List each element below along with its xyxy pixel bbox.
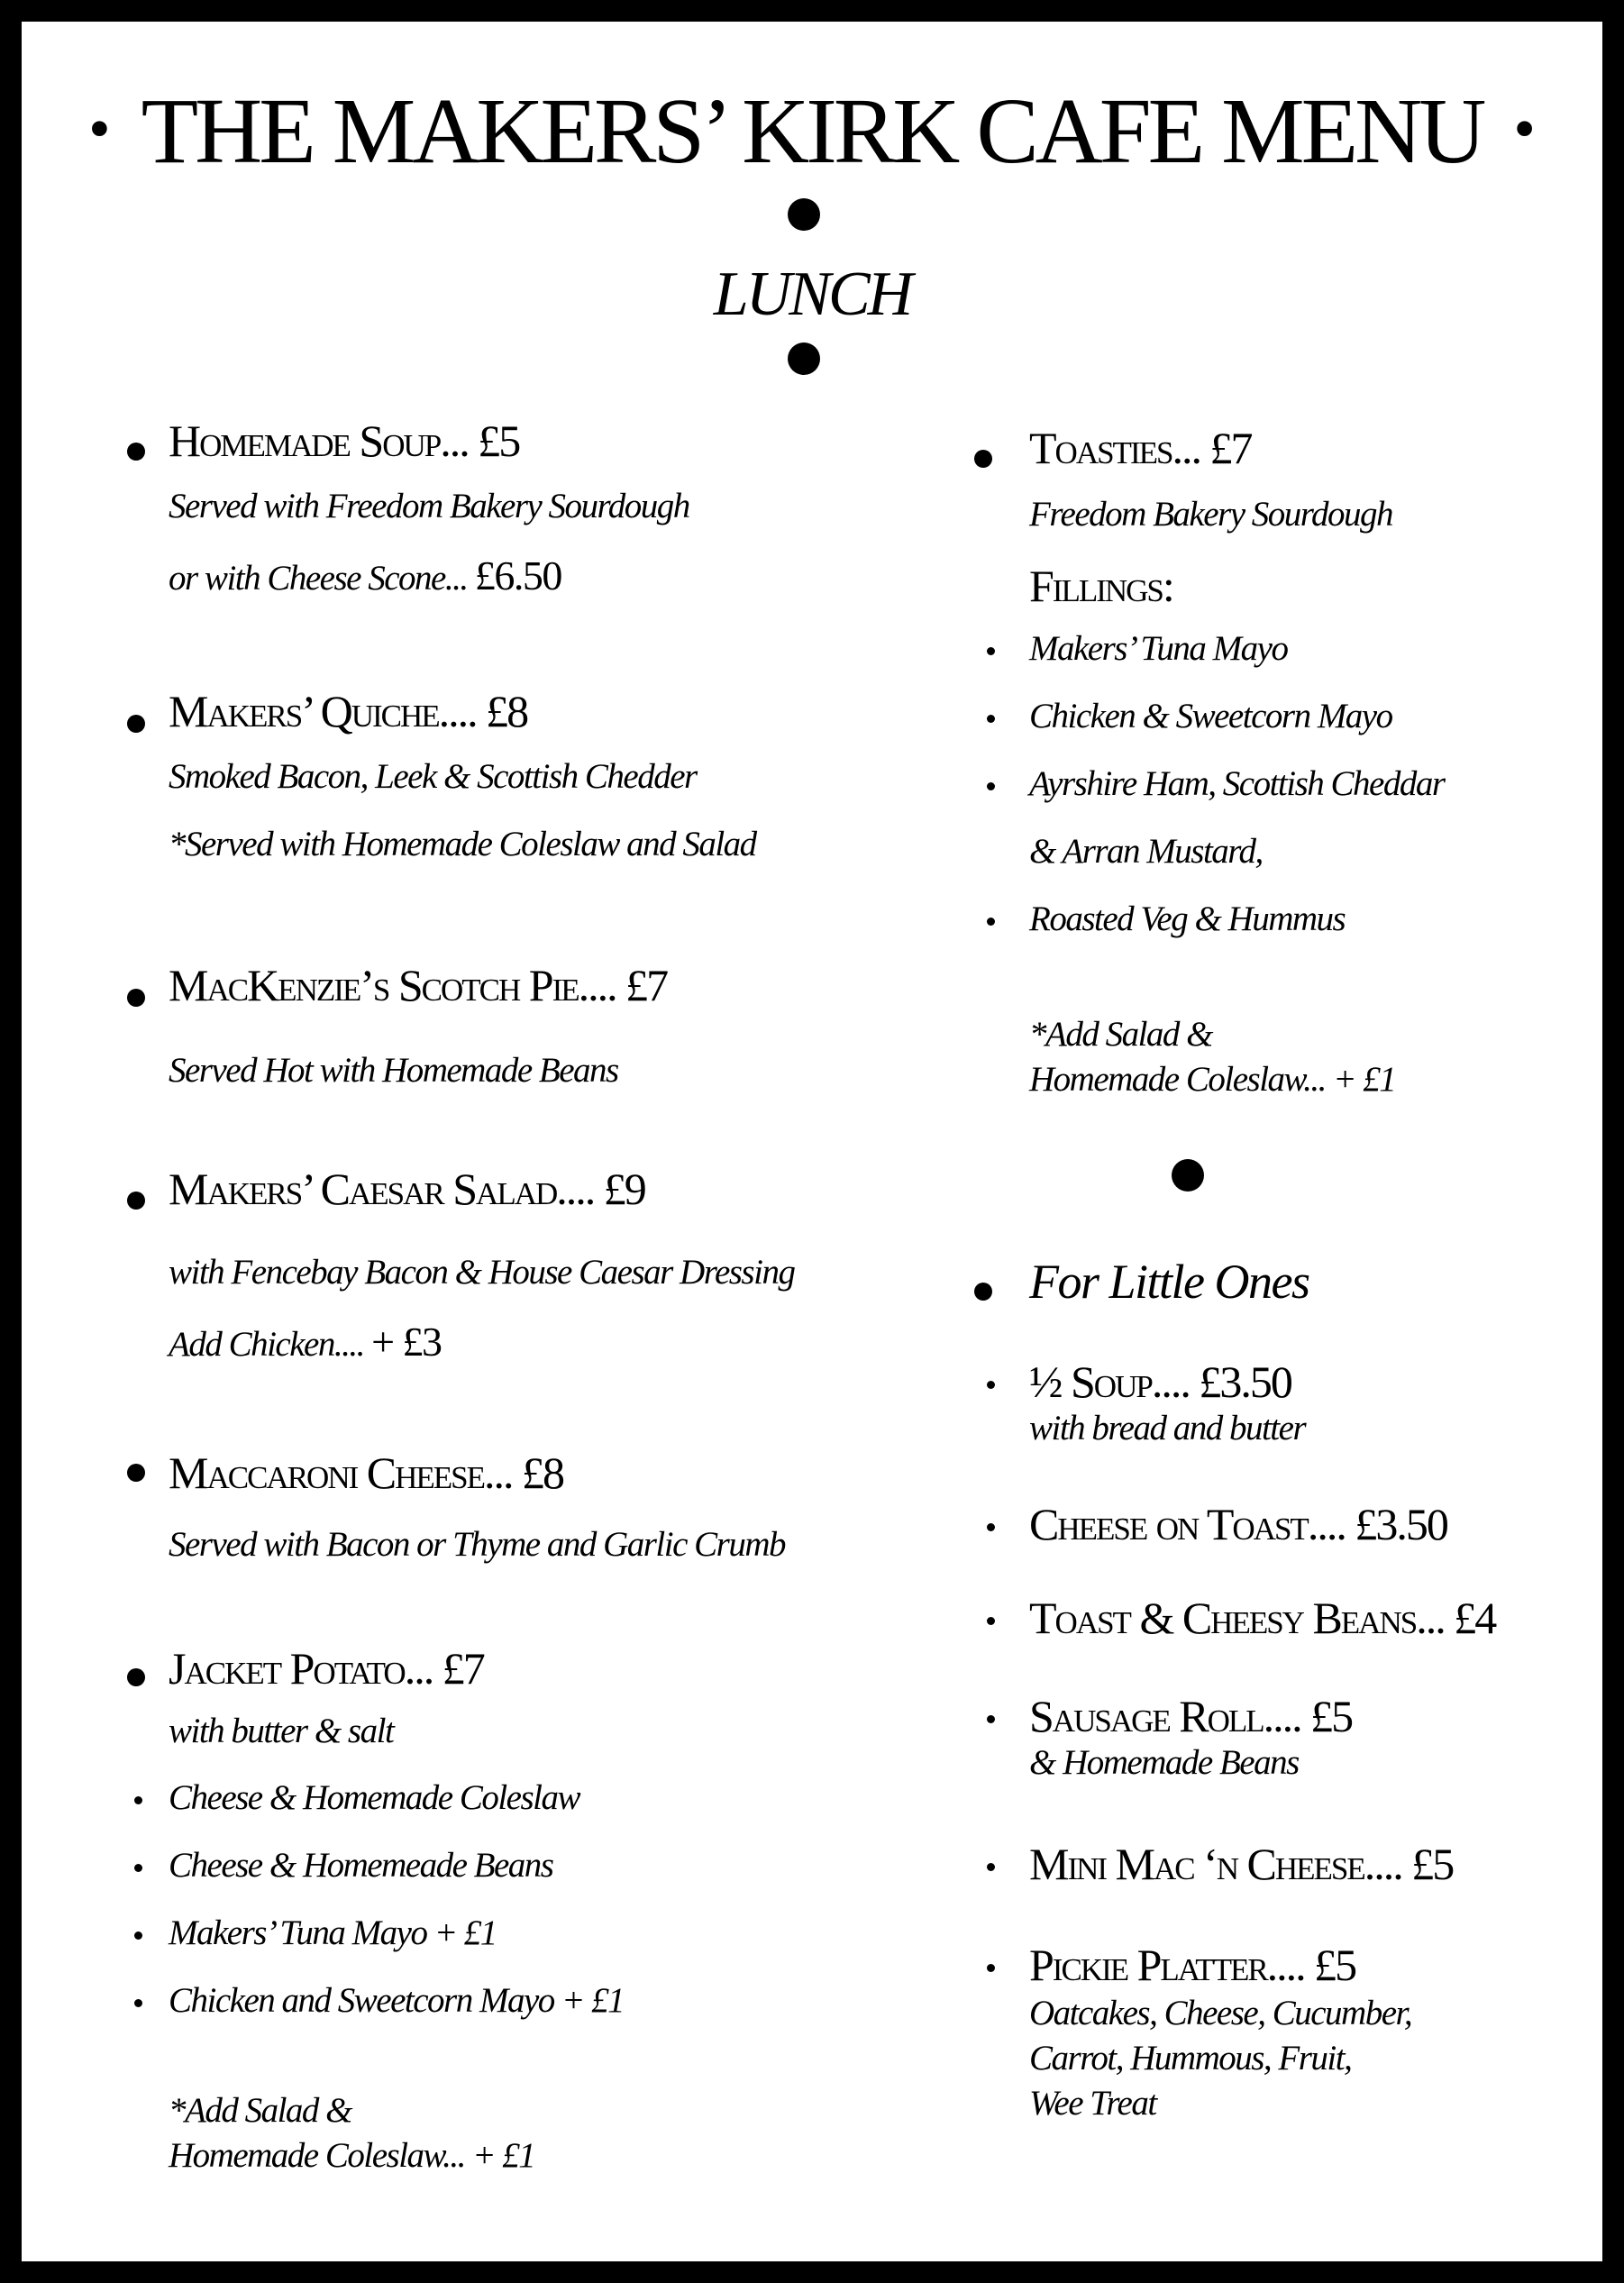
item-caesar-name: Makers’ Caesar Salad.... £9 bbox=[169, 1164, 645, 1214]
caesar-add-chicken: Add Chicken.... bbox=[169, 1325, 364, 1364]
sub-bullet bbox=[987, 782, 995, 790]
item-macaroni-desc: Served with Bacon or Thyme and Garlic Crumb bbox=[169, 1525, 786, 1564]
item-caesar-desc2 bbox=[169, 1321, 442, 1363]
item-jacket-desc: with butter & salt bbox=[169, 1712, 394, 1750]
bullet bbox=[127, 1668, 145, 1686]
sub-bullet bbox=[987, 647, 995, 655]
divider-dot-bottom bbox=[788, 342, 820, 375]
menu-title-text: THE MAKERS’ KIRK CAFE MENU bbox=[141, 79, 1483, 183]
sub-bullet bbox=[987, 715, 995, 723]
little-item-name: Cheese on Toast.... £3.50 bbox=[1029, 1499, 1447, 1549]
menu-title bbox=[22, 79, 1602, 183]
sub-bullet bbox=[987, 1523, 995, 1531]
filling-item: Roasted Veg & Hummus bbox=[1029, 900, 1346, 938]
sub-bullet bbox=[987, 1381, 995, 1389]
little-item-desc: Oatcakes, Cheese, Cucumber, bbox=[1029, 1994, 1412, 2032]
item-quiche-desc2: *Served with Homemade Coleslaw and Salad bbox=[169, 825, 756, 863]
menu-page bbox=[22, 22, 1602, 2261]
caesar-add-chicken-price: + £3 bbox=[371, 1319, 442, 1365]
little-item-name: Sausage Roll.... £5 bbox=[1029, 1691, 1353, 1741]
item-soup-desc2 bbox=[169, 552, 561, 598]
item-quiche-name: Makers’ Quiche.... £8 bbox=[169, 686, 528, 736]
little-ones-title: For Little Ones bbox=[1029, 1255, 1309, 1309]
sub-bullet bbox=[987, 1715, 995, 1723]
little-item-name: Mini Mac ‘n Cheese.... £5 bbox=[1029, 1839, 1454, 1889]
item-soup-desc: Served with Freedom Bakery Sourdough bbox=[169, 487, 689, 525]
sub-bullet bbox=[987, 1617, 995, 1625]
jacket-note: *Add Salad & bbox=[169, 2091, 351, 2130]
sub-bullet bbox=[134, 1864, 142, 1872]
filling-item: Chicken & Sweetcorn Mayo bbox=[1029, 697, 1392, 735]
bullet bbox=[127, 989, 145, 1007]
sub-bullet bbox=[134, 1796, 142, 1804]
sub-bullet bbox=[134, 1999, 142, 2007]
bullet bbox=[127, 1192, 145, 1210]
title-dot-right: • bbox=[1513, 95, 1536, 164]
bullet bbox=[974, 450, 992, 468]
bullet bbox=[974, 1283, 992, 1301]
item-quiche-desc: Smoked Bacon, Leek & Scottish Chedder bbox=[169, 757, 697, 796]
little-item-desc: Carrot, Hummous, Fruit, bbox=[1029, 2039, 1352, 2078]
little-item-name: Toast & Cheesy Beans... £4 bbox=[1029, 1593, 1496, 1643]
sub-bullet bbox=[134, 1931, 142, 1940]
soup-scone-price: £6.50 bbox=[474, 552, 561, 598]
bullet bbox=[127, 1464, 145, 1482]
little-item-desc: & Homemade Beans bbox=[1029, 1743, 1299, 1782]
filling-item-cont: & Arran Mustard, bbox=[1029, 832, 1263, 871]
jacket-option: Chicken and Sweetcorn Mayo + £1 bbox=[169, 1981, 625, 2020]
item-jacket-name: Jacket Potato... £7 bbox=[169, 1643, 484, 1694]
bullet bbox=[127, 443, 145, 461]
sub-bullet bbox=[987, 918, 995, 926]
item-toasties-desc: Freedom Bakery Sourdough bbox=[1029, 495, 1392, 534]
soup-scone-text: or with Cheese Scone... bbox=[169, 559, 468, 598]
jacket-note2: Homemade Coleslaw... + £1 bbox=[169, 2136, 535, 2175]
toasties-note2: Homemade Coleslaw... + £1 bbox=[1029, 1060, 1396, 1099]
sub-bullet bbox=[987, 1863, 995, 1871]
item-soup-name: Homemade Soup... £5 bbox=[169, 416, 520, 466]
little-item-desc: with bread and butter bbox=[1029, 1409, 1306, 1447]
fillings-label: Fillings: bbox=[1029, 561, 1173, 611]
jacket-option: Makers’ Tuna Mayo + £1 bbox=[169, 1913, 497, 1952]
little-item-desc: Wee Treat bbox=[1029, 2084, 1156, 2123]
bullet bbox=[127, 715, 145, 733]
filling-item: Makers’ Tuna Mayo bbox=[1029, 629, 1288, 668]
toasties-note: *Add Salad & bbox=[1029, 1015, 1212, 1054]
divider-dot-right bbox=[1172, 1159, 1204, 1192]
item-pie-name: MacKenzie’s Scotch Pie.... £7 bbox=[169, 960, 668, 1010]
sub-bullet bbox=[987, 1964, 995, 1972]
little-item-name: ½ Soup.... £3.50 bbox=[1029, 1356, 1291, 1407]
jacket-option: Cheese & Homemeade Beans bbox=[169, 1846, 553, 1885]
item-toasties-name: Toasties... £7 bbox=[1029, 423, 1252, 473]
section-title: LUNCH bbox=[713, 260, 911, 329]
little-item-name: Pickie Platter.... £5 bbox=[1029, 1940, 1356, 1990]
title-dot-left: • bbox=[88, 95, 111, 164]
item-pie-desc: Served Hot with Homemade Beans bbox=[169, 1051, 618, 1090]
item-caesar-desc: with Fencebay Bacon & House Caesar Dressing bbox=[169, 1253, 795, 1292]
item-macaroni-name: Maccaroni Cheese... £8 bbox=[169, 1447, 563, 1498]
filling-item: Ayrshire Ham, Scottish Cheddar bbox=[1029, 764, 1445, 803]
jacket-option: Cheese & Homemade Coleslaw bbox=[169, 1778, 580, 1817]
divider-dot-top bbox=[788, 198, 820, 231]
